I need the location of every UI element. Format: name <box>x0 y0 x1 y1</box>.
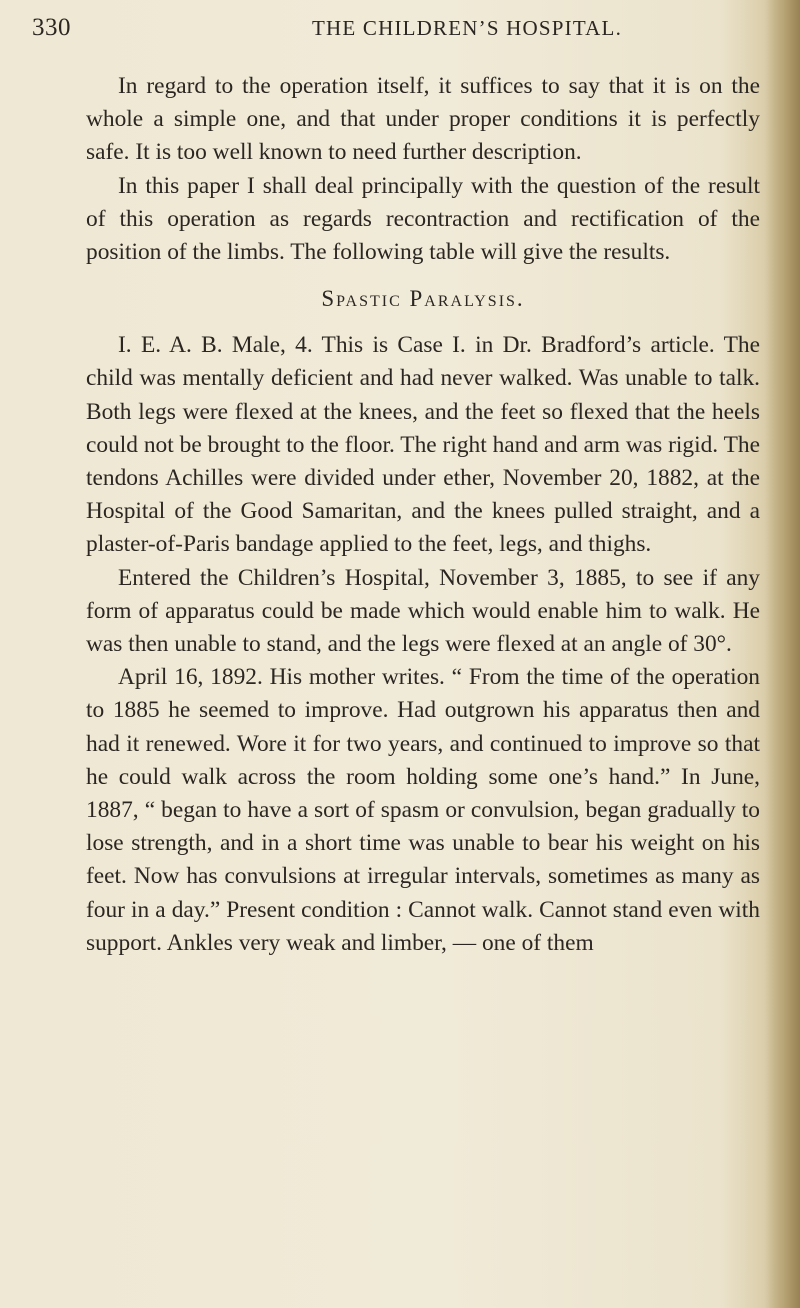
page-number: 330 <box>32 14 71 41</box>
paragraph-operation: In regard to the operation itself, it suffices to say that it is on the whole a simple one, and that under proper conditions it is perfectly safe. It is too well known to need further description. <box>86 73 760 166</box>
section-heading: Spastic Paralysis. <box>321 286 525 312</box>
paragraph-hospital-entry: Entered the Children’s Hospital, November 3, 1885, to see if any form of apparatus could be made which would enable him to walk. He was then unable to stand, and the legs were flexed at an angle of 30°. <box>86 564 760 658</box>
body-text <box>86 70 760 960</box>
paragraph-scope: In this paper I shall deal principally with the question of the result of this operation as regards recontraction and rectification of the position of the limbs. The following table will give the results. <box>86 172 760 266</box>
running-head <box>32 14 760 54</box>
page-edge-discoloration <box>764 0 800 1308</box>
running-title: THE CHILDREN’S HOSPITAL. <box>312 16 623 40</box>
paragraph-mother-letter: April 16, 1892. His mother writes. “ From the time of the operation to 1885 he seemed to improve. Had outgrown his apparatus then and had it renewed. Wore it for two years, and continued to improve so that he could walk across the room holding some one’s hand.” In June, 1887, “ began to have a sort of spasm or convulsion, began gradually to lose strength, and in a short time was unable to bear his weight on his feet. Now has convulsions at irregular intervals, sometimes as many as four in a day.” Present condition : Cannot walk. Cannot stand even with support. Ankles very weak and limber, — one of them <box>86 664 760 956</box>
paragraph-case-one: I. E. A. B. Male, 4. This is Case I. in Dr. Bradford’s article. The child was mentally deficient and had never walked. Was unable to talk. Both legs were flexed at the knees, and the feet so flexed that the heels could not be brought to the floor. The right hand and arm was rigid. The tendons Achilles were divided under ether, November 20, 1882, at the Hospital of the Good Samaritan, and the knees pulled straight, and a plaster-of-Paris bandage applied to the feet, legs, and thighs. <box>86 332 760 558</box>
